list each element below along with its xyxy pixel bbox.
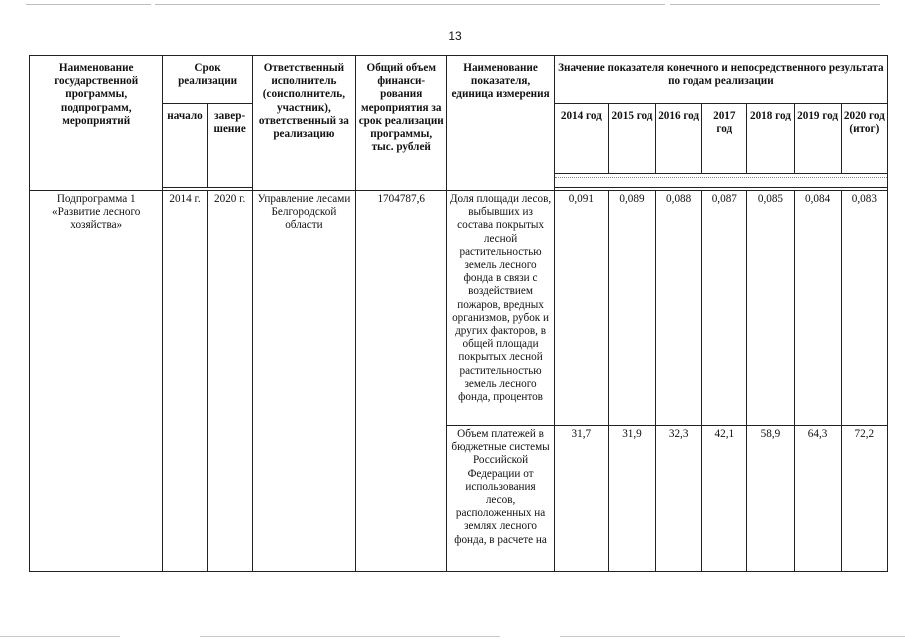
indicator-value-2014: 31,7 <box>554 426 608 572</box>
header-year-2017: 2017 год <box>702 104 747 174</box>
row-start: 2014 г. <box>163 191 207 572</box>
indicator-value-2015: 0,089 <box>608 191 655 426</box>
indicator-label: Доля площади лесов, выбывших из состава покрытых лесной растительностью земель лесного фонда в связи с воздействием пожаров, вредных организмов, рубок и других факторов, в общей площади покрытых лесной растительностью земель лесного фонда, процентов <box>447 191 554 426</box>
indicators-table <box>29 55 888 572</box>
indicator-value-2019: 0,084 <box>794 191 841 426</box>
header-funding: Общий объем финанси-рования мероприятия за срок реализации программы, тыс. рублей <box>356 56 447 191</box>
bottom-rule-mid <box>200 636 500 637</box>
indicator-value-2019: 64,3 <box>794 426 841 572</box>
header-executor: Ответственный исполнитель (соисполнитель, участник), ответственный за реализацию <box>252 56 355 191</box>
top-rule-mid <box>155 4 665 5</box>
header-row-top <box>30 56 888 104</box>
header-period-end: завер-шение <box>207 104 252 188</box>
top-rule-right <box>670 4 880 5</box>
bottom-rule-right <box>560 636 905 637</box>
indicator-value-2017: 42,1 <box>702 426 747 572</box>
header-indicator: Наименование показателя, единица измерения <box>447 56 554 191</box>
row-funding: 1704787,6 <box>356 191 447 572</box>
indicator-value-2020: 0,083 <box>841 191 887 426</box>
indicator-label: Объем платежей в бюджетные системы Российской Федерации от использования лесов, расположенных на землях лесного фонда, в расчете на <box>447 426 554 572</box>
header-name: Наименование государственной программы, подпрограмм, мероприятий <box>30 56 163 191</box>
indicator-value-2016: 32,3 <box>656 426 702 572</box>
header-year-2014: 2014 год <box>554 104 608 174</box>
bottom-rule-left <box>0 636 120 637</box>
row-name: Подпрограмма 1 «Развитие лесного хозяйства» <box>30 191 163 572</box>
table-row <box>30 191 888 426</box>
header-dotted-divider <box>554 174 887 188</box>
header-year-2015: 2015 год <box>608 104 655 174</box>
indicator-value-2018: 0,085 <box>747 191 794 426</box>
header-year-2018: 2018 год <box>747 104 794 174</box>
indicator-value-2020: 72,2 <box>841 426 887 572</box>
header-period-start: начало <box>163 104 207 188</box>
header-period: Срок реализации <box>163 56 252 104</box>
row-end: 2020 г. <box>207 191 252 572</box>
header-year-2016: 2016 год <box>656 104 702 174</box>
page-number: 13 <box>448 29 462 43</box>
indicator-value-2017: 0,087 <box>702 191 747 426</box>
header-year-2020: 2020 год (итог) <box>841 104 887 174</box>
indicator-value-2018: 58,9 <box>747 426 794 572</box>
header-year-2019: 2019 год <box>794 104 841 174</box>
header-values-group: Значение показателя конечного и непосредственного результата по годам реализации <box>554 56 887 104</box>
indicator-value-2016: 0,088 <box>656 191 702 426</box>
top-rule-left <box>26 4 151 5</box>
indicator-value-2014: 0,091 <box>554 191 608 426</box>
indicator-value-2015: 31,9 <box>608 426 655 572</box>
row-executor: Управление лесами Белгородской области <box>252 191 355 572</box>
